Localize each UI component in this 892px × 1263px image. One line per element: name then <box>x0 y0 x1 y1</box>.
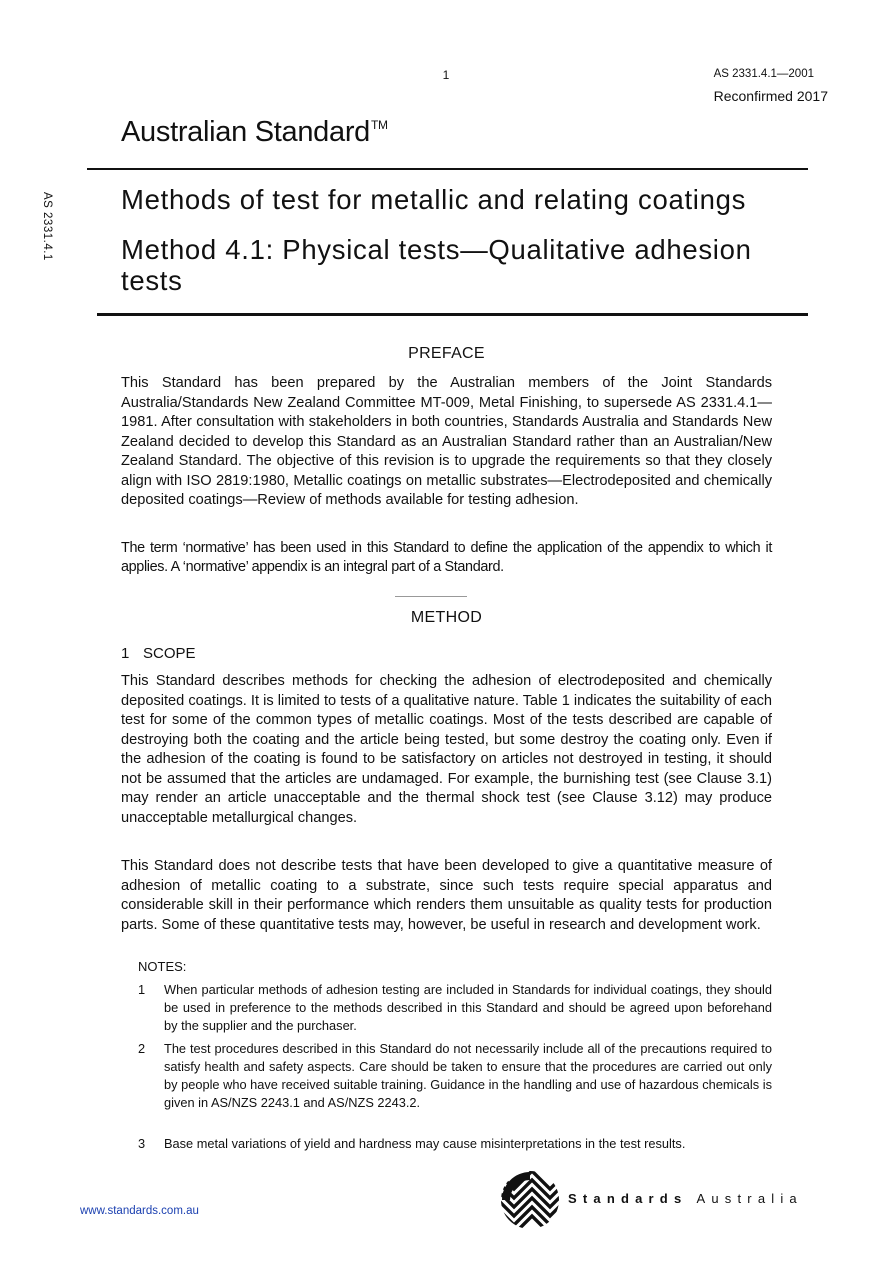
clause-title: SCOPE <box>143 645 196 662</box>
website-link[interactable]: www.standards.com.au <box>80 1205 199 1217</box>
document-subtitle: Method 4.1: Physical tests—Qualitative adhesion tests <box>121 234 752 296</box>
top-rule <box>87 168 808 170</box>
note-number: 1 <box>138 982 146 997</box>
brand-title <box>121 116 388 149</box>
note-item <box>138 1135 772 1153</box>
notes-heading: NOTES: <box>138 959 187 974</box>
standard-number: AS 2331.4.1—2001 <box>713 68 814 80</box>
note-text: The test procedures described in this Standard do not necessarily include all of the precautions required to satisfy health and safety aspects. Care should be taken to ensure that the procedures are carried out only by people who have received suitable training. Guidance in the handling and use of hazardous chemicals is given in AS/NZS 2243.1 and AS/NZS 2243.2. <box>164 1041 772 1110</box>
note-item <box>138 981 772 1035</box>
note-text: When particular methods of adhesion testing are included in Standards for individual coatings, they should be used in preference to the methods described in this Standard and should be agreed upon beforehand by the supplier and the purchaser. <box>164 982 772 1033</box>
document-title: Methods of test for metallic and relating coatings <box>121 184 747 215</box>
logo-word-australia: Australia <box>696 1191 803 1206</box>
preface-paragraph-1: This Standard has been prepared by the Australian members of the Joint Standards Australia/Standards New Zealand Committee MT-009, Metal Finishing, to supersede AS 2331.4.1—1981. After consultation with stakeholders in both countries, Standards Australia and Standards New Zealand decided to develop this Standard as an Australian Standard rather than an Australian/New Zealand Standard. The objective of this revision is to upgrade the requirements so that they closely align with ISO 2819:1980, Metallic coatings on metallic substrates—Electrodeposited and chemically deposited coatings—Review of methods available for testing adhesion. <box>121 375 772 508</box>
clause-heading <box>121 645 196 662</box>
preface-paragraph-2: The term ‘normative’ has been used in this Standard to define the application of the appendix to which it applies. A ‘normative’ appendix is an integral part of a Standard. <box>121 540 772 575</box>
standards-australia-logo-icon <box>500 1170 560 1230</box>
title-bottom-rule <box>97 313 808 316</box>
reconfirmed-label: Reconfirmed 2017 <box>713 88 828 104</box>
note-text: Base metal variations of yield and hardness may cause misinterpretations in the test results. <box>164 1136 686 1151</box>
brand-title-text: Australian Standard <box>121 116 371 148</box>
clause-number: 1 <box>121 645 130 662</box>
page-number: 1 <box>442 68 450 82</box>
side-label: AS 2331.4.1 <box>41 192 53 261</box>
method-heading: METHOD <box>410 609 483 626</box>
note-item <box>138 1040 772 1112</box>
preface-heading: PREFACE <box>408 345 485 362</box>
scope-paragraph-2: This Standard does not describe tests that have been developed to give a quantitative measure of adhesion of metallic coating to a substrate, since such tests require special apparatus and considerable skill in their performance which renders them unsuitable as quality tests for production parts. Some of these quantitative tests may, however, be useful in research and development work. <box>121 858 772 933</box>
scope-paragraph-1: This Standard describes methods for checking the adhesion of electrodeposited and chemically deposited coatings. It is limited to tests of a qualitative nature. Table 1 indicates the suitability of each test for some of the common types of metallic coatings. Most of the tests described are capable of destroying both the coating and the article being tested, but some destroy the coating only. Even if the adhesion of the coating is found to be satisfactory on articles not destroyed in testing, it should not be assumed that the articles are undamaged. For example, the burnishing test (see Clause 3.1) may render an article unacceptable and the thermal shock test (see Clause 3.12) may produce unacceptable metallurgical changes. <box>121 673 772 826</box>
logo-wordmark <box>568 1191 803 1206</box>
note-number: 3 <box>138 1136 146 1151</box>
section-divider <box>395 596 467 597</box>
trademark-mark: TM <box>371 118 388 132</box>
logo-word-standards: Standards <box>568 1191 688 1206</box>
note-number: 2 <box>138 1041 146 1056</box>
